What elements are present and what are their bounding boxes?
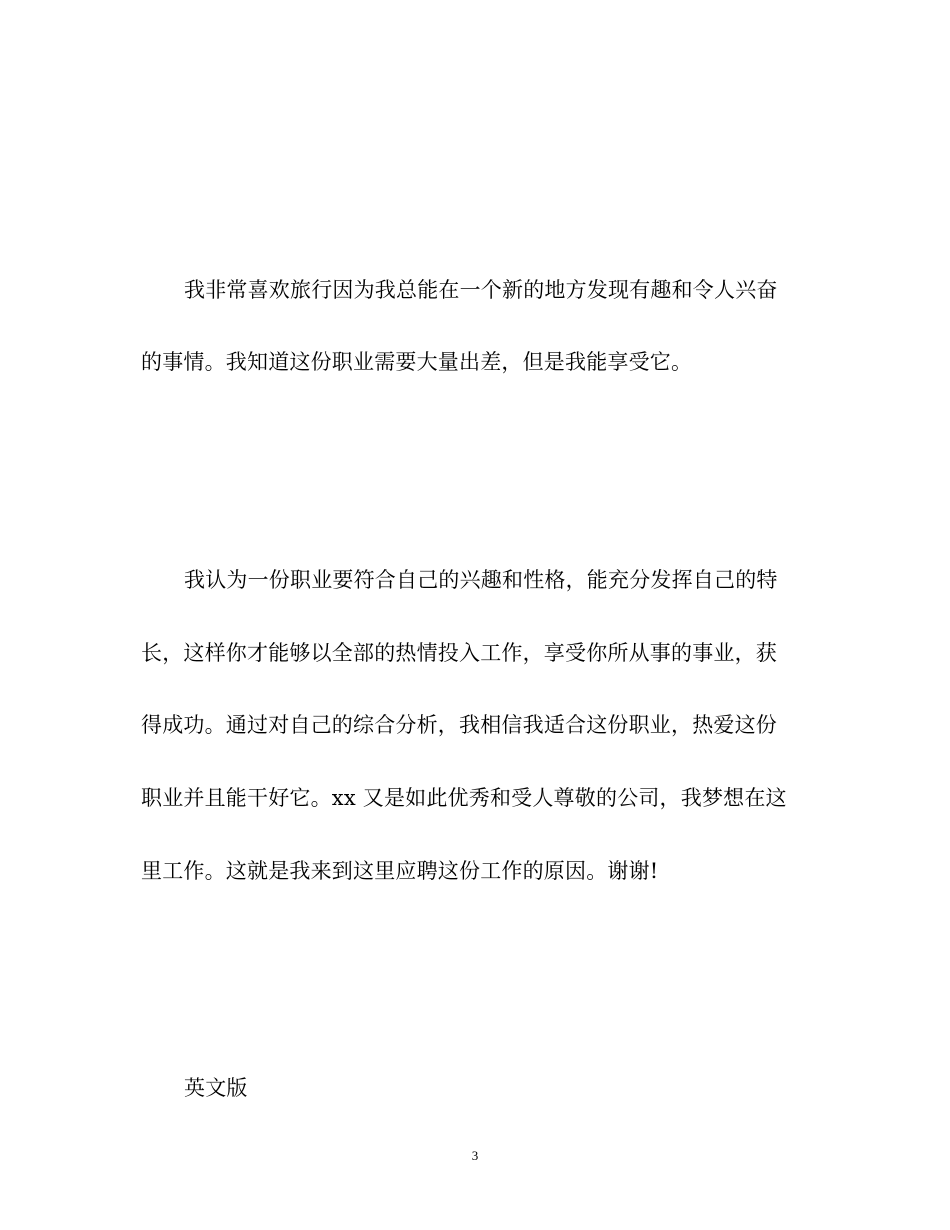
paragraph-2-line-5: 里工作。这就是我来到这里应聘这份工作的原因。谢谢! <box>141 859 659 883</box>
paragraph-1-line-1: 我非常喜欢旅行因为我总能在一个新的地方发现有趣和令人兴奋 <box>184 278 778 302</box>
paragraph-2-line-1: 我认为一份职业要符合自己的兴趣和性格，能充分发挥自己的特 <box>184 568 778 592</box>
page-number: 3 <box>471 1148 479 1163</box>
paragraph-2-line-2: 长，这样你才能够以全部的热情投入工作，享受你所从事的事业，获 <box>141 641 777 665</box>
paragraph-2-line-3: 得成功。通过对自己的综合分析，我相信我适合这份职业，热爱这份 <box>141 713 777 737</box>
section-heading: 英文版 <box>184 1076 248 1100</box>
paragraph-2-line-4: 职业并且能干好它。xx 又是如此优秀和受人尊敬的公司，我梦想在这 <box>141 786 787 810</box>
paragraph-1-line-2: 的事情。我知道这份职业需要大量出差，但是我能享受它。 <box>141 350 693 374</box>
